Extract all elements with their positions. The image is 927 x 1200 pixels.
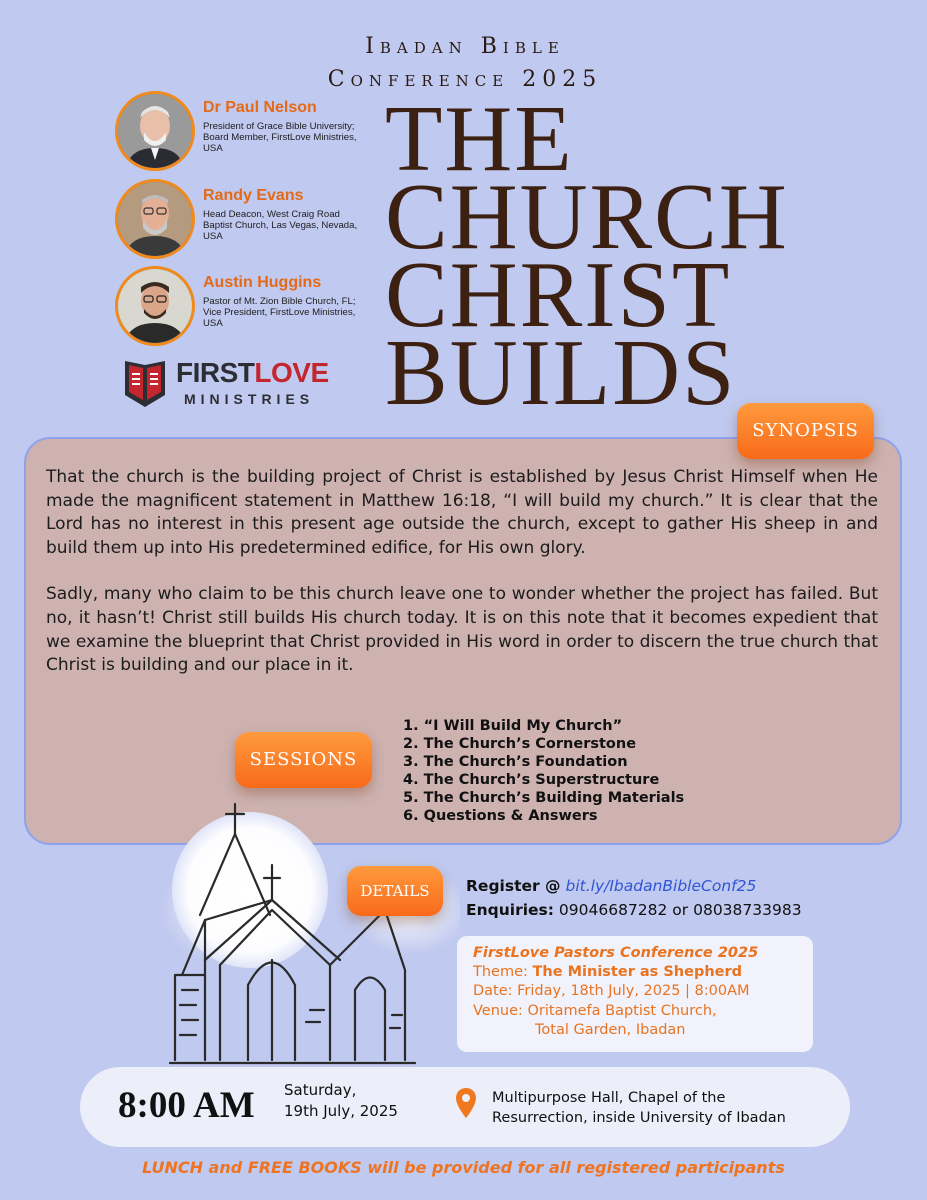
synopsis-paragraph: That the church is the building project of Christ is established by Jesus Christ Himself when He made the magnificent statement in Matthew 16:18, “I will build my church.” It is clear that the Lord has no interest in this present age outside the church, except to gather His sheep in and build them up into His predetermined edifice, for His own glory. [46, 467, 878, 558]
session-item: 6. Questions & Answers [403, 808, 598, 824]
logo-love: LOVE [254, 357, 329, 388]
logo-ministries: MINISTRIES [184, 391, 315, 407]
pastors-conference-venue: Venue: Oritamefa Baptist Church, [473, 1002, 717, 1019]
theme-value: The Minister as Shepherd [532, 964, 743, 981]
event-time: 8:00 AM [118, 1085, 255, 1126]
session-item: 4. The Church’s Superstructure [403, 772, 660, 788]
logo-first: FIRST [176, 357, 255, 388]
conference-name-line1: Ibadan Bible [365, 34, 565, 59]
main-title-line1: THE [385, 87, 574, 191]
pastors-conference-title: FirstLove Pastors Conference 2025 [473, 945, 759, 961]
pastors-conference-date: Date: Friday, 18th July, 2025 | 8:00AM [473, 983, 750, 1000]
sessions-label: SESSIONS [235, 732, 372, 788]
synopsis-paragraph: Sadly, many who claim to be this church leave one to wonder whether the project has failed. But no, it hasn’t! Christ still builds His church today. It is on this note that it becomes expedient that we examine the blueprint that Christ provided in His word in order to discern the true church that Christ is building and our place in it. [46, 584, 878, 676]
registration-info [466, 874, 802, 922]
pastors-conference-venue-line2: Total Garden, Ibadan [535, 1021, 686, 1038]
session-item: 5. The Church’s Building Materials [403, 790, 685, 806]
speaker-name: Austin Huggins [203, 274, 322, 291]
session-item: 1. “I Will Build My Church” [403, 718, 623, 734]
session-item: 3. The Church’s Foundation [403, 754, 628, 770]
speaker-name: Dr Paul Nelson [203, 99, 317, 116]
main-title-line2: CHURCH [385, 165, 789, 269]
bible-shield-icon [122, 357, 168, 409]
event-venue [492, 1088, 812, 1128]
register-link[interactable]: bit.ly/IbadanBibleConf25 [565, 877, 757, 895]
speaker-role: President of Grace Bible University; Board Member, FirstLove Ministries, USA [203, 121, 357, 154]
speaker-role: Head Deacon, West Craig Road Baptist Church, Las Vegas, Nevada, USA [203, 209, 358, 242]
speaker-photo [115, 266, 195, 346]
main-title-line4: BUILDS [385, 321, 737, 425]
church-illustration [160, 800, 460, 1080]
event-venue-line2: Resurrection, inside University of Ibadan [492, 1110, 786, 1126]
footer-note: LUNCH and FREE BOOKS will be provided for all registered participants [142, 1158, 785, 1177]
event-day: Saturday, [284, 1081, 357, 1099]
speaker-card [115, 179, 365, 259]
session-item: 2. The Church’s Cornerstone [403, 736, 637, 752]
conference-name-line2: Conference 2025 [327, 67, 603, 92]
main-title [385, 87, 925, 425]
event-venue-line1: Multipurpose Hall, Chapel of the [492, 1090, 726, 1106]
theme-label: Theme: [473, 964, 528, 981]
speaker-name: Randy Evans [203, 187, 304, 204]
location-pin-icon [455, 1087, 477, 1119]
firstlove-logo [122, 355, 352, 411]
speaker-card [115, 266, 365, 346]
main-title-line3: CHRIST [385, 243, 732, 347]
event-date-value: 19th July, 2025 [284, 1102, 398, 1120]
pastors-conference-card [457, 936, 813, 1052]
event-date [284, 1080, 424, 1122]
register-label: Register @ [466, 877, 561, 895]
speaker-photo [115, 179, 195, 259]
enquiries-label: Enquiries: [466, 901, 554, 919]
details-label: DETAILS [347, 866, 443, 916]
speaker-photo [115, 91, 195, 171]
synopsis-text [46, 466, 878, 701]
enquiries-phones: 09046687282 or 08038733983 [558, 901, 802, 919]
synopsis-label: SYNOPSIS [737, 403, 874, 459]
speaker-card [115, 91, 365, 171]
speaker-role: Pastor of Mt. Zion Bible Church, FL; Vice President, FirstLove Ministries, USA [203, 296, 356, 329]
sessions-list [403, 717, 763, 825]
logo-wordmark [176, 357, 329, 389]
